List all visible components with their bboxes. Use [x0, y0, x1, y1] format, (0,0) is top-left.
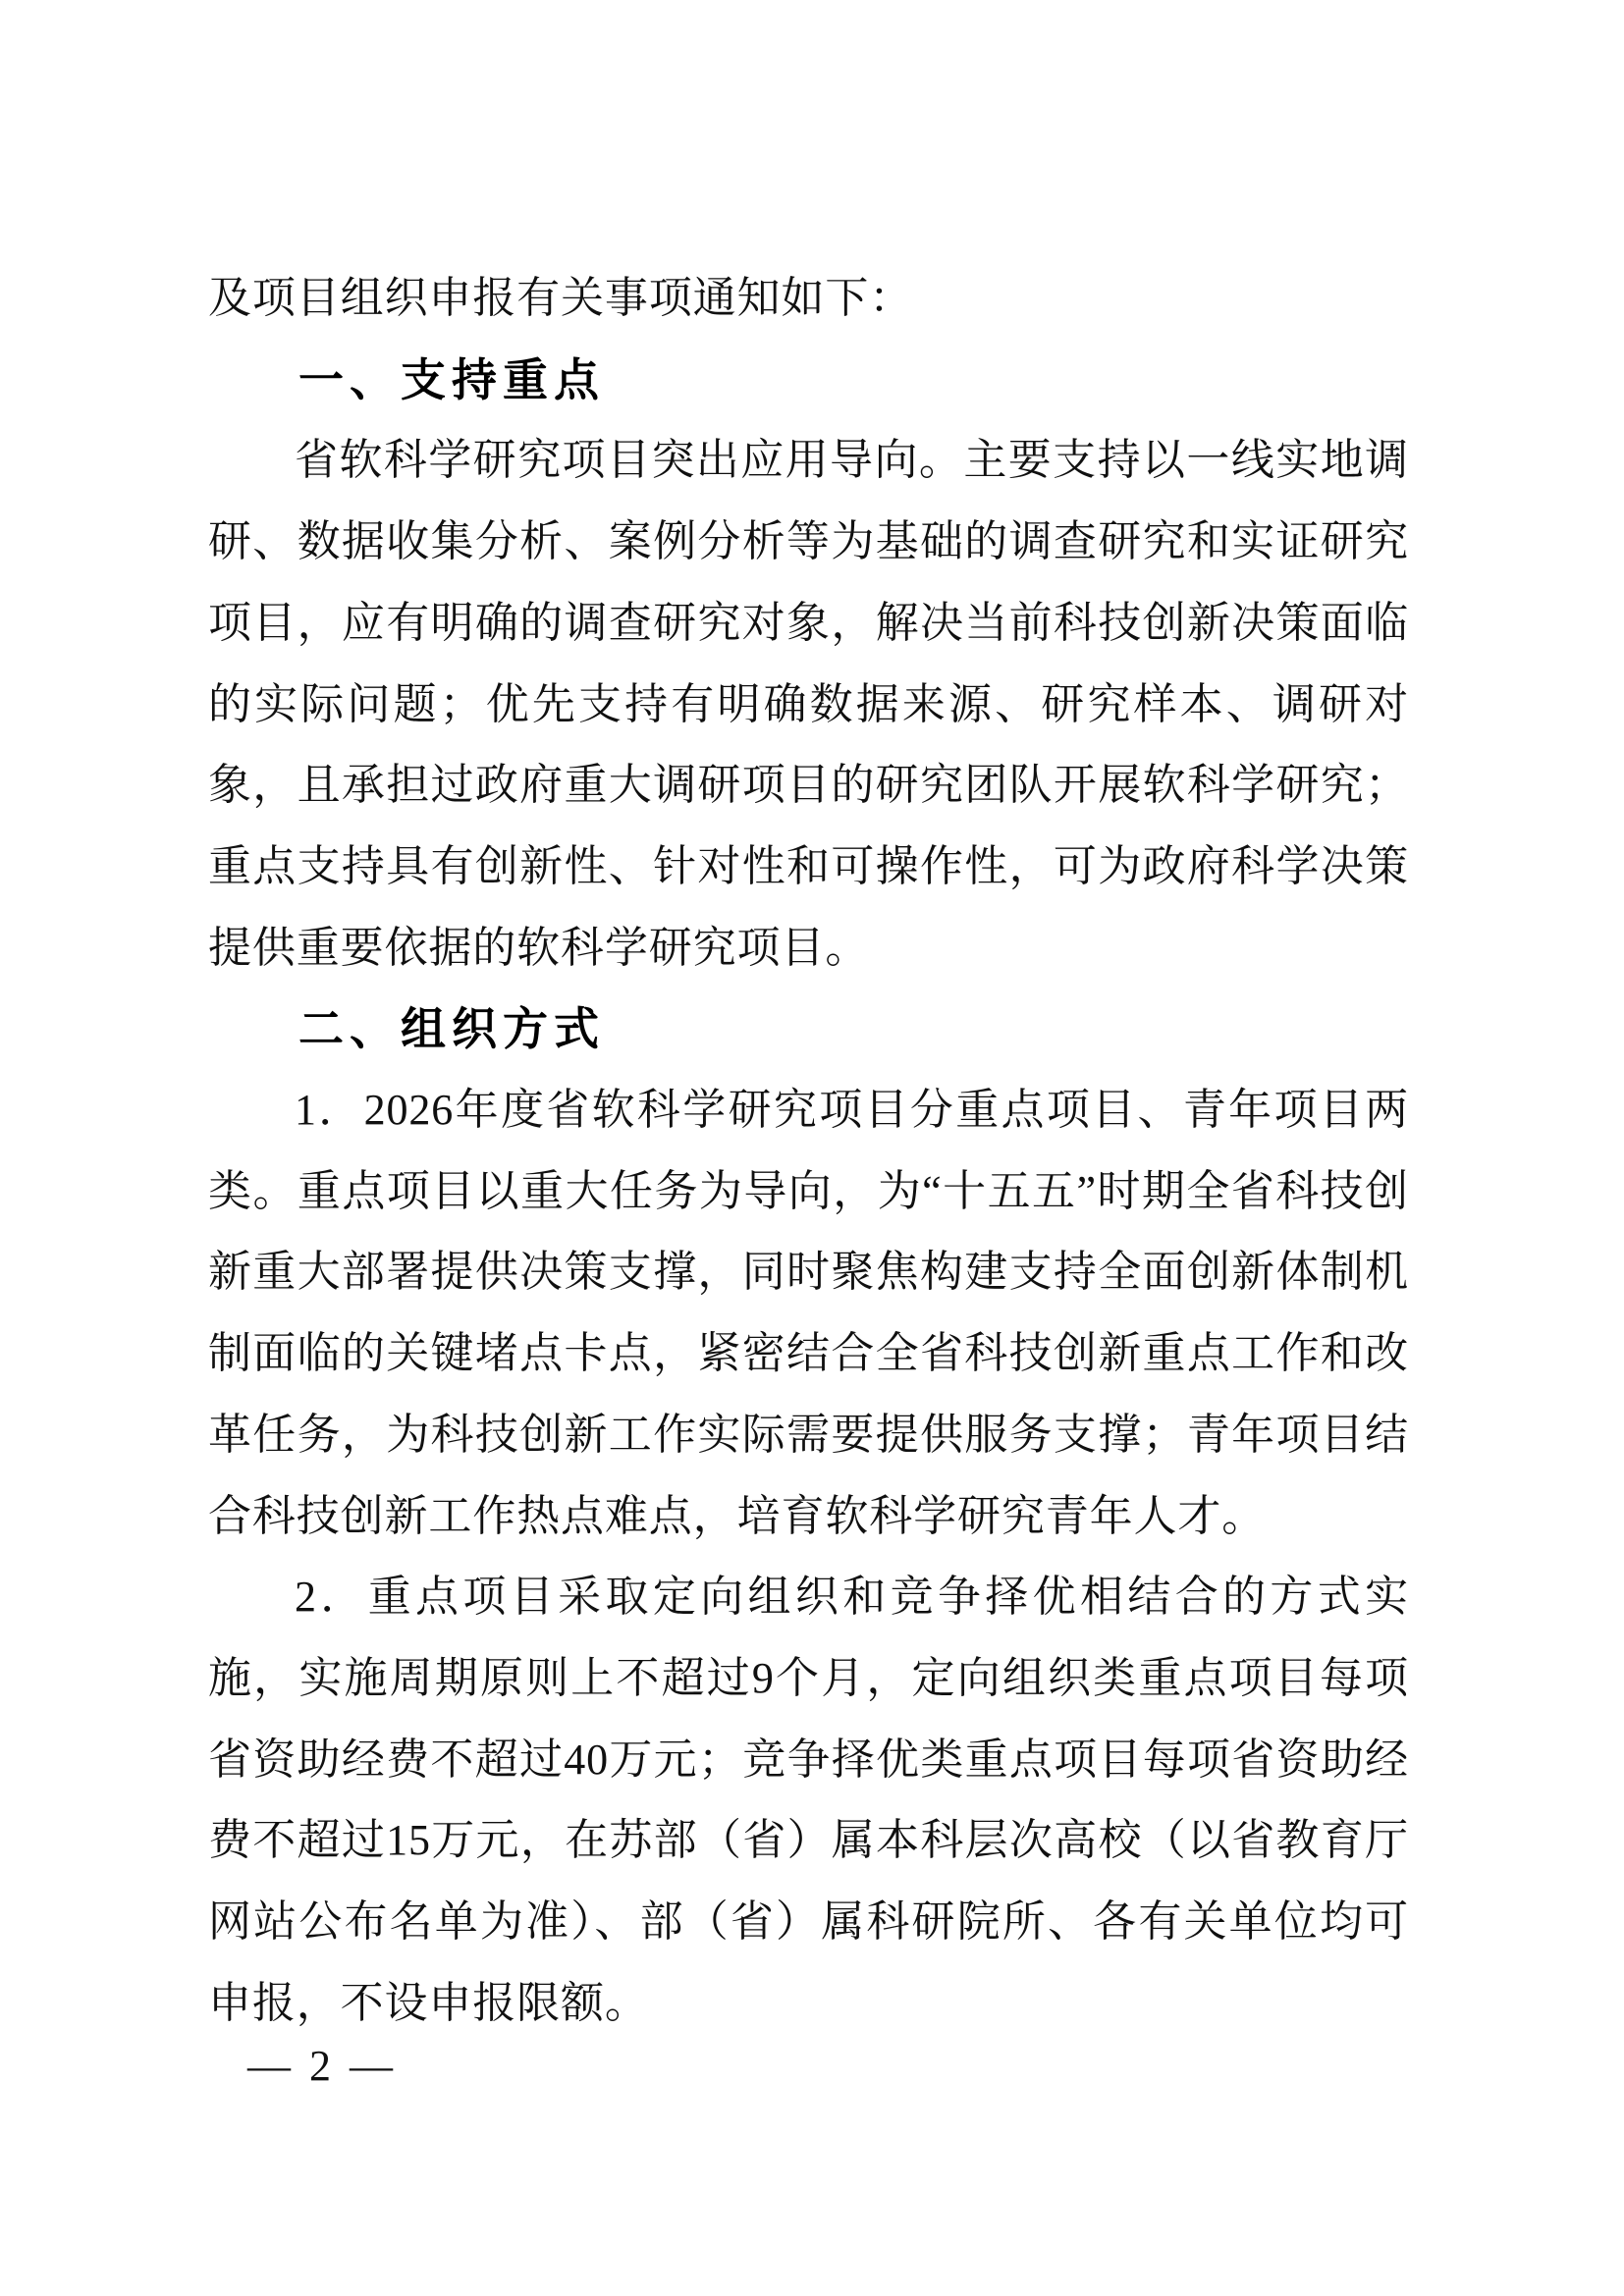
paragraph-organization-item-2: 2．重点项目采取定向组织和竞争择优相结合的方式实施，实施周期原则上不超过9个月，定向组织类重点项目每项省资助经费不超过40万元；竞争择优类重点项目每项省资助经费不超过15万元，在苏部（省）属本科层次高校（以省教育厅网站公布名单为准）、部（省）属科研院所、各有关单位均可申报，不设申报限额。 — [208, 1573, 1409, 2027]
paragraph-organization-item-1: 1．2026年度省软科学研究项目分重点项目、青年项目两类。重点项目以重大任务为导向，为“十五五”时期全省科技创新重大部署提供决策支撑，同时聚焦构建支持全面创新体制机制面临的关键堵点卡点，紧密结合全省科技创新重点工作和改革任务，为科技创新工作实际需要提供服务支撑；青年项目结合科技创新工作热点难点，培育软科学研究青年人才。 — [208, 1086, 1409, 1540]
paragraph-support-focus: 省软科学研究项目突出应用导向。主要支持以一线实地调研、数据收集分析、案例分析等为基础的调查研究和实证研究项目，应有明确的调查研究对象，解决当前科技创新决策面临的实际问题；优先支持有明确数据来源、研究样本、调研对象，且承担过政府重大调研项目的研究团队开展软科学研究；重点支持具有创新性、针对性和可操作性，可为政府科学决策提供重要依据的软科学研究项目。 — [208, 436, 1409, 972]
section-heading-organization-method: 二、组织方式 — [298, 1003, 605, 1055]
page-number: — 2 — — [247, 2042, 397, 2090]
section-heading-support-focus: 一、支持重点 — [298, 353, 605, 405]
document-body — [208, 258, 1409, 2044]
paragraph-continuation: 及项目组织申报有关事项通知如下： — [208, 274, 914, 322]
